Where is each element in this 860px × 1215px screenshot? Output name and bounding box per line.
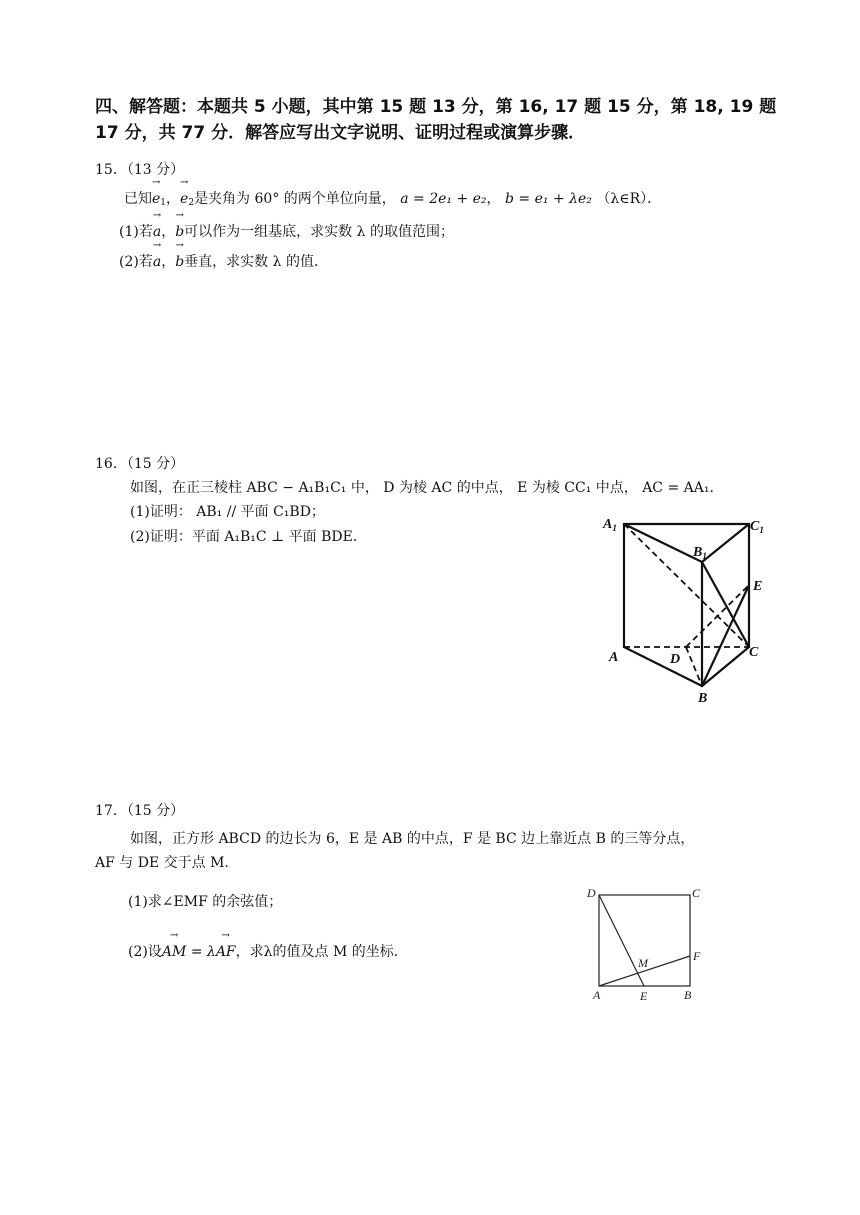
- lambda-range: （λ∈R）．: [596, 191, 662, 207]
- q16-part-1: (1)证明： AB₁ // 平面 C₁BD；: [130, 504, 325, 520]
- vector-b: → b: [175, 219, 184, 242]
- q17-stem-line-1: 如图，正方形 ABCD 的边长为 6，E 是 AB 的中点，F 是 BC 边上靠近点 B 的三等分点，: [130, 831, 695, 847]
- q15-p2-text: 垂直，求实数 λ 的值．: [184, 254, 328, 270]
- label-f: F: [693, 949, 701, 963]
- q17-p2-prefix: (2)设: [128, 944, 162, 960]
- label-c: C: [692, 886, 701, 900]
- section-heading: 四、解答题：本题共 5 小题，其中第 15 题 13 分，第 16, 17 题 15 分，第 18, 19 题 17 分，共 77 分．解答应写出文字说明、证明过程或演算步骤．: [95, 97, 777, 143]
- q15-part-1: (1)若→ a，→ b可以作为一组基底，求实数 λ 的取值范围；: [119, 219, 454, 242]
- q15-p1-text: 可以作为一组基底，求实数 λ 的取值范围；: [184, 224, 454, 240]
- label-m: M: [638, 956, 648, 970]
- vector-b: → b: [175, 249, 184, 272]
- vector-a-definition: a = 2e₁ + e₂: [400, 191, 487, 207]
- q15-p2-prefix: (2)若: [119, 254, 153, 270]
- square-figure: [580, 880, 710, 1005]
- square-abcd: [599, 895, 690, 986]
- vector-am: → AM: [162, 939, 186, 962]
- label-a: A: [593, 988, 601, 1002]
- label-a1: $A_1$: [603, 517, 617, 533]
- q17-header: 17．（15 分）: [95, 803, 185, 819]
- label-d: D: [587, 886, 596, 900]
- label-e: E: [640, 989, 648, 1003]
- comma: ，: [166, 191, 181, 207]
- label-b1: $B_1$: [693, 545, 707, 561]
- q15-stem: 已知→ $e_1$，→ $e_2$是夹角为 60° 的两个单位向量， a = 2e₁ + e₂， b = e₁ + λe₂ （λ∈R）．: [124, 186, 661, 213]
- label-b: B: [684, 988, 692, 1002]
- q16-header: 16．（15 分）: [95, 456, 185, 472]
- q17-stem-line-2: AF 与 DE 交于点 M.: [95, 855, 229, 871]
- e2-subscript: 2: [188, 198, 195, 208]
- q17-part-1: (1)求∠EMF 的余弦值；: [128, 894, 283, 910]
- label-a: A: [609, 650, 619, 665]
- vector-af: → AF: [216, 939, 236, 962]
- q15-p1-prefix: (1)若: [119, 224, 153, 240]
- q16-stem: 如图，在正三棱柱 ABC − A₁B₁C₁ 中， D 为棱 AC 的中点， E 为棱 CC₁ 中点， AC = AA₁．: [130, 480, 724, 496]
- vector-a: → a: [153, 219, 161, 242]
- edge-a-b: [624, 647, 702, 686]
- segment-a1-c-hidden: [624, 524, 749, 647]
- q17-p2-lambda: = λ: [186, 944, 216, 960]
- q15-header: 15．（13 分）: [95, 162, 185, 178]
- edge-b-c: [702, 647, 749, 686]
- label-d: D: [670, 652, 681, 667]
- q17-part-2: [128, 939, 408, 962]
- vector-e2: → e: [180, 186, 188, 209]
- edge-a1-b1: [624, 524, 702, 562]
- vector-b-definition: b = e₁ + λe₂: [505, 191, 592, 207]
- label-c1: $C_1$: [750, 519, 764, 535]
- segment-d-e: [599, 895, 644, 986]
- prism-figure: [595, 510, 785, 710]
- label-b: B: [698, 691, 708, 706]
- e1-subscript: 1: [160, 198, 167, 208]
- q17-p2-text: ，求λ的值及点 M 的坐标．: [235, 944, 408, 960]
- vector-a: → a: [153, 249, 161, 272]
- q16-part-2: (2)证明：平面 A₁B₁C ⊥ 平面 BDE．: [130, 529, 367, 545]
- q15-part-2: (2)若→ a，→ b垂直，求实数 λ 的值．: [119, 249, 328, 272]
- label-e: E: [753, 579, 763, 594]
- label-c: C: [749, 645, 759, 660]
- vector-e1: → e: [152, 186, 160, 209]
- q15-stem-desc: 是夹角为 60° 的两个单位向量，: [194, 191, 396, 207]
- edge-b1-c1: [702, 524, 749, 562]
- q15-stem-intro: 已知: [124, 191, 152, 207]
